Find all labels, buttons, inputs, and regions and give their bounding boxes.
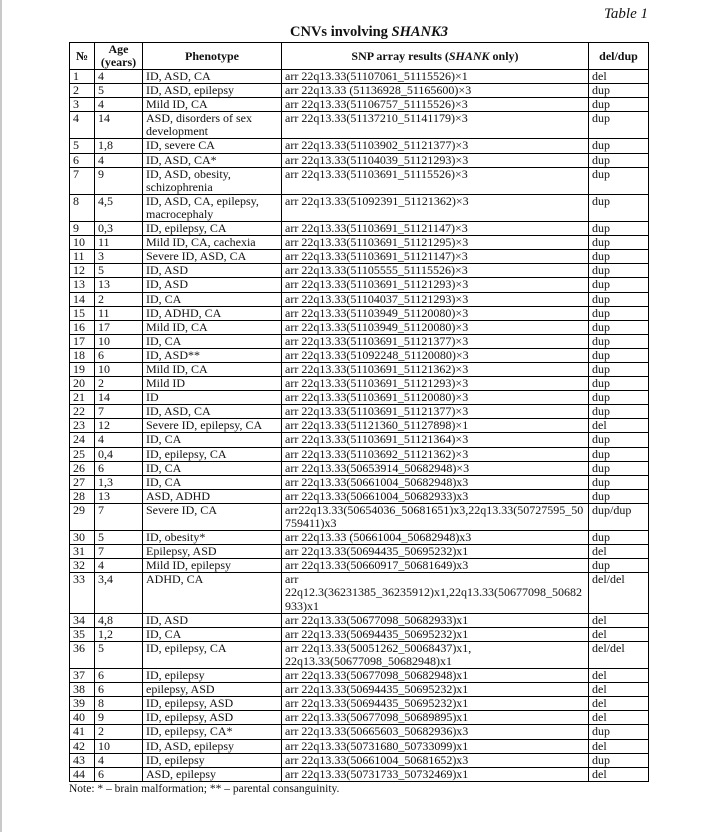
table-row: [70, 377, 649, 391]
cell-del-dup: dup: [589, 475, 649, 489]
cell-no: 33: [70, 573, 95, 613]
cell-age: 4: [95, 70, 143, 84]
cell-del-dup: dup: [589, 362, 649, 376]
cell-age: 5: [95, 84, 143, 98]
cell-no: 12: [70, 264, 95, 278]
cell-snp-result: arr 22q13.33(50677098_50682933)x1: [282, 613, 589, 627]
header-snp-gene: SHANK: [448, 48, 490, 63]
cell-phenotype: ID, severe CA: [143, 139, 282, 153]
cell-no: 21: [70, 391, 95, 405]
cell-no: 29: [70, 503, 95, 530]
cell-snp-result: arr 22q13.33(50694435_50695232)x1: [282, 697, 589, 711]
header-del-dup: del/dup: [589, 43, 649, 70]
cell-snp-result: arr 22q13.33(51103691_51121147)×3: [282, 250, 589, 264]
cell-no: 9: [70, 222, 95, 236]
cell-del-dup: dup: [589, 405, 649, 419]
cell-no: 22: [70, 405, 95, 419]
table-row: [70, 98, 649, 112]
cell-snp-result: arr 22q13.33(50677098_50689895)x1: [282, 711, 589, 725]
table-body: [70, 70, 649, 782]
cell-phenotype: ID, ASD: [143, 278, 282, 292]
table-row: [70, 194, 649, 221]
cell-age: 0,3: [95, 222, 143, 236]
cell-no: 23: [70, 419, 95, 433]
cell-phenotype: ID, CA: [143, 461, 282, 475]
cell-age: 6: [95, 461, 143, 475]
cell-age: 6: [95, 669, 143, 683]
table-caption: [69, 24, 669, 41]
cell-no: 35: [70, 627, 95, 641]
table-row: [70, 153, 649, 167]
cell-del-dup: del: [589, 739, 649, 753]
cell-snp-result: arr 22q13.33(51103691_51121377)×3: [282, 405, 589, 419]
cell-snp-result: arr 22q13.33(51103691_51121293)×3: [282, 278, 589, 292]
header-age: [95, 43, 143, 70]
cell-del-dup: dup: [589, 112, 649, 139]
cell-phenotype: ASD, epilepsy: [143, 767, 282, 781]
table-row: [70, 711, 649, 725]
cell-del-dup: dup: [589, 559, 649, 573]
cell-age: 4: [95, 433, 143, 447]
header-no: №: [70, 43, 95, 70]
cell-del-dup: del: [589, 419, 649, 433]
cell-phenotype: ID, epilepsy: [143, 669, 282, 683]
cell-snp-result: arr 22q13.33(51092248_51120080)×3: [282, 348, 589, 362]
cell-snp-result: arr 22q13.33(51103692_51121362)×3: [282, 447, 589, 461]
cell-phenotype: ID, epilepsy, CA: [143, 641, 282, 668]
cell-no: 24: [70, 433, 95, 447]
cell-phenotype: epilepsy, ASD: [143, 683, 282, 697]
cell-age: 4: [95, 753, 143, 767]
cell-age: 6: [95, 683, 143, 697]
cell-age: 1,2: [95, 627, 143, 641]
cell-phenotype: ID, ASD, obesity, schizophrenia: [143, 167, 282, 194]
header-snp: [282, 43, 589, 70]
table-row: [70, 70, 649, 84]
cell-age: 9: [95, 711, 143, 725]
cell-age: 0,4: [95, 447, 143, 461]
cell-phenotype: ID, obesity*: [143, 531, 282, 545]
cell-snp-result: arr 22q13.33(51105555_51115526)×3: [282, 264, 589, 278]
cell-age: 5: [95, 531, 143, 545]
caption-gene: SHANK3: [391, 24, 448, 40]
cell-del-dup: dup/dup: [589, 503, 649, 530]
table-row: [70, 739, 649, 753]
cell-phenotype: ID, CA: [143, 292, 282, 306]
cell-snp-result: arr 22q13.33(51104039_51121293)×3: [282, 153, 589, 167]
table-row: [70, 167, 649, 194]
cell-snp-result: arr 22q13.33(51106757_51115526)×3: [282, 98, 589, 112]
table-row: [70, 545, 649, 559]
cell-snp-result: arr 22q13.33(50694435_50695232)x1: [282, 683, 589, 697]
cell-del-dup: dup: [589, 447, 649, 461]
cell-no: 16: [70, 320, 95, 334]
cell-del-dup: del: [589, 697, 649, 711]
table-row: [70, 641, 649, 668]
cell-del-dup: del: [589, 613, 649, 627]
cell-age: 17: [95, 320, 143, 334]
cell-del-dup: dup: [589, 222, 649, 236]
cell-del-dup: del: [589, 767, 649, 781]
cell-phenotype: Mild ID, epilepsy: [143, 559, 282, 573]
table-row: [70, 391, 649, 405]
table-row: [70, 725, 649, 739]
cell-snp-result: arr 22q13.33(50661004_50682948)x3: [282, 475, 589, 489]
table-row: [70, 348, 649, 362]
cell-no: 37: [70, 669, 95, 683]
cell-age: 5: [95, 264, 143, 278]
cell-phenotype: Severe ID, epilepsy, CA: [143, 419, 282, 433]
cell-snp-result: arr 22q13.33(50661004_50682933)x3: [282, 489, 589, 503]
cell-age: 6: [95, 348, 143, 362]
cell-age: 6: [95, 767, 143, 781]
cell-phenotype: ID, epilepsy, ASD: [143, 697, 282, 711]
cell-phenotype: ID, CA: [143, 334, 282, 348]
cell-del-dup: dup: [589, 278, 649, 292]
table-row: [70, 433, 649, 447]
cell-snp-result: arr 22q13.33(50731733_50732469)x1: [282, 767, 589, 781]
cell-phenotype: ID, ASD, epilepsy: [143, 84, 282, 98]
cell-age: 13: [95, 278, 143, 292]
cell-del-dup: dup: [589, 167, 649, 194]
table-row: [70, 573, 649, 613]
cell-no: 26: [70, 461, 95, 475]
cell-snp-result: arr 22q13.33(50653914_50682948)×3: [282, 461, 589, 475]
header-snp-prefix: SNP array results (: [351, 48, 449, 63]
table-row: [70, 278, 649, 292]
table-row: [70, 112, 649, 139]
table-row: [70, 362, 649, 376]
cell-age: 2: [95, 377, 143, 391]
header-age-line1: Age: [108, 42, 129, 56]
table-row: [70, 461, 649, 475]
cell-phenotype: ID, ASD, CA: [143, 405, 282, 419]
cell-no: 44: [70, 767, 95, 781]
cell-snp-result: arr 22q13.33(51137210_51141179)×3: [282, 112, 589, 139]
cell-no: 11: [70, 250, 95, 264]
cell-del-dup: dup: [589, 753, 649, 767]
cell-phenotype: ID, CA: [143, 475, 282, 489]
cell-phenotype: ASD, disorders of sex development: [143, 112, 282, 139]
table-row: [70, 250, 649, 264]
cell-no: 4: [70, 112, 95, 139]
cell-del-dup: dup: [589, 84, 649, 98]
cell-phenotype: Severe ID, ASD, CA: [143, 250, 282, 264]
table-container: [69, 42, 649, 796]
cell-no: 5: [70, 139, 95, 153]
cell-del-dup: del: [589, 545, 649, 559]
cell-no: 30: [70, 531, 95, 545]
cell-snp-result: arr 22q13.33(51104037_51121293)×3: [282, 292, 589, 306]
cell-del-dup: del: [589, 669, 649, 683]
page-edge-divider: [0, 0, 2, 832]
cell-no: 31: [70, 545, 95, 559]
cell-phenotype: ADHD, CA: [143, 573, 282, 613]
table-row: [70, 222, 649, 236]
cell-age: 9: [95, 167, 143, 194]
table-row: [70, 697, 649, 711]
cell-age: 14: [95, 391, 143, 405]
cell-no: 28: [70, 489, 95, 503]
cell-snp-result: arr 22q13.33(50694435_50695232)x1: [282, 627, 589, 641]
cell-phenotype: Mild ID, CA: [143, 98, 282, 112]
cell-snp-result: arr 22q13.33(51103691_51121362)×3: [282, 362, 589, 376]
cell-no: 27: [70, 475, 95, 489]
cell-snp-result: arr 22q13.33(50731680_50733099)x1: [282, 739, 589, 753]
cell-snp-result: arr 22q13.33(50660917_50681649)x3: [282, 559, 589, 573]
table-row: [70, 306, 649, 320]
cell-del-dup: dup: [589, 98, 649, 112]
cell-del-dup: dup: [589, 139, 649, 153]
cell-phenotype: ID, ASD, CA: [143, 70, 282, 84]
cell-snp-result: arr 22q12.3(36231385_36235912)x1,22q13.33(50677098_50682933)x1: [282, 573, 589, 613]
cell-snp-result: arr 22q13.33(51107061_51115526)×1: [282, 70, 589, 84]
cell-no: 42: [70, 739, 95, 753]
cell-age: 10: [95, 739, 143, 753]
cell-no: 10: [70, 236, 95, 250]
cell-no: 43: [70, 753, 95, 767]
cell-del-dup: dup: [589, 306, 649, 320]
table-row: [70, 627, 649, 641]
cell-phenotype: ID, epilepsy, CA: [143, 447, 282, 461]
cell-phenotype: ID, CA: [143, 433, 282, 447]
cell-del-dup: dup: [589, 531, 649, 545]
header-snp-suffix: only): [489, 48, 519, 63]
caption-prefix: CNVs involving: [290, 24, 392, 40]
cell-del-dup: dup: [589, 461, 649, 475]
table-row: [70, 236, 649, 250]
cell-no: 13: [70, 278, 95, 292]
cell-no: 34: [70, 613, 95, 627]
cell-phenotype: ID, ASD, CA*: [143, 153, 282, 167]
header-age-line2: (years): [100, 55, 137, 69]
cell-phenotype: ID: [143, 391, 282, 405]
cell-age: 11: [95, 306, 143, 320]
cell-no: 2: [70, 84, 95, 98]
cell-phenotype: ID, epilepsy, CA: [143, 222, 282, 236]
table-row: [70, 613, 649, 627]
cell-age: 14: [95, 112, 143, 139]
cell-no: 39: [70, 697, 95, 711]
cell-no: 15: [70, 306, 95, 320]
cell-snp-result: arr 22q13.33(51103902_51121377)×3: [282, 139, 589, 153]
table-row: [70, 447, 649, 461]
cell-age: 10: [95, 362, 143, 376]
cell-phenotype: Mild ID, CA: [143, 320, 282, 334]
cnv-table: [69, 42, 649, 782]
cell-no: 32: [70, 559, 95, 573]
cell-del-dup: del/del: [589, 641, 649, 668]
cell-snp-result: arr 22q13.33(51103691_51115526)×3: [282, 167, 589, 194]
cell-no: 19: [70, 362, 95, 376]
cell-phenotype: ID, ASD**: [143, 348, 282, 362]
cell-del-dup: dup: [589, 264, 649, 278]
table-note: Note: * – brain malformation; ** – parental consanguinity.: [69, 782, 340, 795]
table-row: [70, 489, 649, 503]
table-row: [70, 767, 649, 781]
table-row: [70, 753, 649, 767]
cell-no: 25: [70, 447, 95, 461]
cell-snp-result: arr 22q13.33(51103691_51120080)×3: [282, 391, 589, 405]
cell-snp-result: arr 22q13.33(50661004_50681652)x3: [282, 753, 589, 767]
cell-del-dup: dup: [589, 489, 649, 503]
cell-snp-result: arr 22q13.33(51103691_51121377)×3: [282, 334, 589, 348]
cell-snp-result: arr 22q13.33(51103691_51121364)×3: [282, 433, 589, 447]
cell-age: 4,8: [95, 613, 143, 627]
cell-snp-result: arr 22q13.33(50694435_50695232)x1: [282, 545, 589, 559]
cell-age: 10: [95, 334, 143, 348]
cell-snp-result: arr 22q13.33(51103949_51120080)×3: [282, 306, 589, 320]
table-row: [70, 405, 649, 419]
table-row: [70, 475, 649, 489]
cell-del-dup: del: [589, 711, 649, 725]
table-row: [70, 669, 649, 683]
cell-no: 14: [70, 292, 95, 306]
cell-phenotype: ID, ASD, CA, epilepsy, macrocephaly: [143, 194, 282, 221]
cell-del-dup: dup: [589, 377, 649, 391]
cell-age: 3,4: [95, 573, 143, 613]
cell-age: 4,5: [95, 194, 143, 221]
cell-del-dup: del/del: [589, 573, 649, 613]
cell-snp-result: arr 22q13.33(51121360_51127898)×1: [282, 419, 589, 433]
cell-del-dup: dup: [589, 250, 649, 264]
cell-snp-result: arr 22q13.33 (50661004_50682948)x3: [282, 531, 589, 545]
cell-del-dup: dup: [589, 334, 649, 348]
table-number-label: Table 1: [603, 6, 648, 22]
cell-no: 36: [70, 641, 95, 668]
table-row: [70, 84, 649, 98]
table-row: [70, 264, 649, 278]
cell-age: 5: [95, 641, 143, 668]
cell-no: 40: [70, 711, 95, 725]
table-row: [70, 683, 649, 697]
cell-age: 1,8: [95, 139, 143, 153]
cell-phenotype: ASD, ADHD: [143, 489, 282, 503]
cell-no: 7: [70, 167, 95, 194]
cell-age: 2: [95, 292, 143, 306]
cell-del-dup: dup: [589, 320, 649, 334]
cell-age: 13: [95, 489, 143, 503]
cell-del-dup: dup: [589, 153, 649, 167]
cell-age: 7: [95, 405, 143, 419]
cell-snp-result: arr 22q13.33(50051262_50068437)x1, 22q13.33(50677098_50682948)x1: [282, 641, 589, 668]
cell-phenotype: Mild ID, CA: [143, 362, 282, 376]
cell-del-dup: dup: [589, 391, 649, 405]
cell-age: 2: [95, 725, 143, 739]
cell-phenotype: ID, epilepsy: [143, 753, 282, 767]
cell-age: 4: [95, 559, 143, 573]
cell-no: 38: [70, 683, 95, 697]
cell-snp-result: arr 22q13.33(50665603_50682936)x3: [282, 725, 589, 739]
cell-age: 4: [95, 98, 143, 112]
cell-del-dup: dup: [589, 194, 649, 221]
table-row: [70, 503, 649, 530]
cell-phenotype: ID, ASD, epilepsy: [143, 739, 282, 753]
cell-age: 7: [95, 503, 143, 530]
cell-no: 8: [70, 194, 95, 221]
cell-del-dup: dup: [589, 725, 649, 739]
cell-del-dup: del: [589, 70, 649, 84]
cell-no: 6: [70, 153, 95, 167]
cell-age: 11: [95, 236, 143, 250]
cell-snp-result: arr 22q13.33(51103691_51121295)×3: [282, 236, 589, 250]
table-row: [70, 419, 649, 433]
cell-no: 1: [70, 70, 95, 84]
cell-snp-result: arr 22q13.33(51103691_51121293)×3: [282, 377, 589, 391]
cell-age: 1,3: [95, 475, 143, 489]
cell-snp-result: arr22q13.33(50654036_50681651)x3,22q13.33(50727595_50759411)x3: [282, 503, 589, 530]
cell-age: 12: [95, 419, 143, 433]
cell-phenotype: ID, ASD: [143, 264, 282, 278]
cell-del-dup: del: [589, 627, 649, 641]
table-row: [70, 559, 649, 573]
cell-phenotype: Mild ID: [143, 377, 282, 391]
table-row: [70, 292, 649, 306]
cell-snp-result: arr 22q13.33(50677098_50682948)x1: [282, 669, 589, 683]
cell-phenotype: ID, CA: [143, 627, 282, 641]
cell-del-dup: del: [589, 683, 649, 697]
cell-del-dup: dup: [589, 292, 649, 306]
table-row: [70, 139, 649, 153]
cell-no: 41: [70, 725, 95, 739]
cell-snp-result: arr 22q13.33 (51136928_51165600)×3: [282, 84, 589, 98]
cell-age: 8: [95, 697, 143, 711]
table-row: [70, 531, 649, 545]
header-phenotype: Phenotype: [143, 43, 282, 70]
cell-phenotype: ID, epilepsy, ASD: [143, 711, 282, 725]
cell-phenotype: ID, ASD: [143, 613, 282, 627]
cell-age: 3: [95, 250, 143, 264]
cell-del-dup: dup: [589, 236, 649, 250]
table-row: [70, 334, 649, 348]
cell-snp-result: arr 22q13.33(51103691_51121147)×3: [282, 222, 589, 236]
cell-phenotype: Epilepsy, ASD: [143, 545, 282, 559]
table-header: [70, 43, 649, 70]
cell-phenotype: ID, ADHD, CA: [143, 306, 282, 320]
cell-phenotype: Mild ID, CA, cachexia: [143, 236, 282, 250]
header-row: [70, 43, 649, 70]
cell-del-dup: dup: [589, 433, 649, 447]
cell-age: 7: [95, 545, 143, 559]
cell-no: 20: [70, 377, 95, 391]
table-row: [70, 320, 649, 334]
cell-no: 17: [70, 334, 95, 348]
cell-phenotype: ID, epilepsy, CA*: [143, 725, 282, 739]
cell-phenotype: Severe ID, CA: [143, 503, 282, 530]
cell-age: 4: [95, 153, 143, 167]
cell-snp-result: arr 22q13.33(51092391_51121362)×3: [282, 194, 589, 221]
cell-no: 3: [70, 98, 95, 112]
cell-no: 18: [70, 348, 95, 362]
cell-del-dup: dup: [589, 348, 649, 362]
cell-snp-result: arr 22q13.33(51103949_51120080)×3: [282, 320, 589, 334]
